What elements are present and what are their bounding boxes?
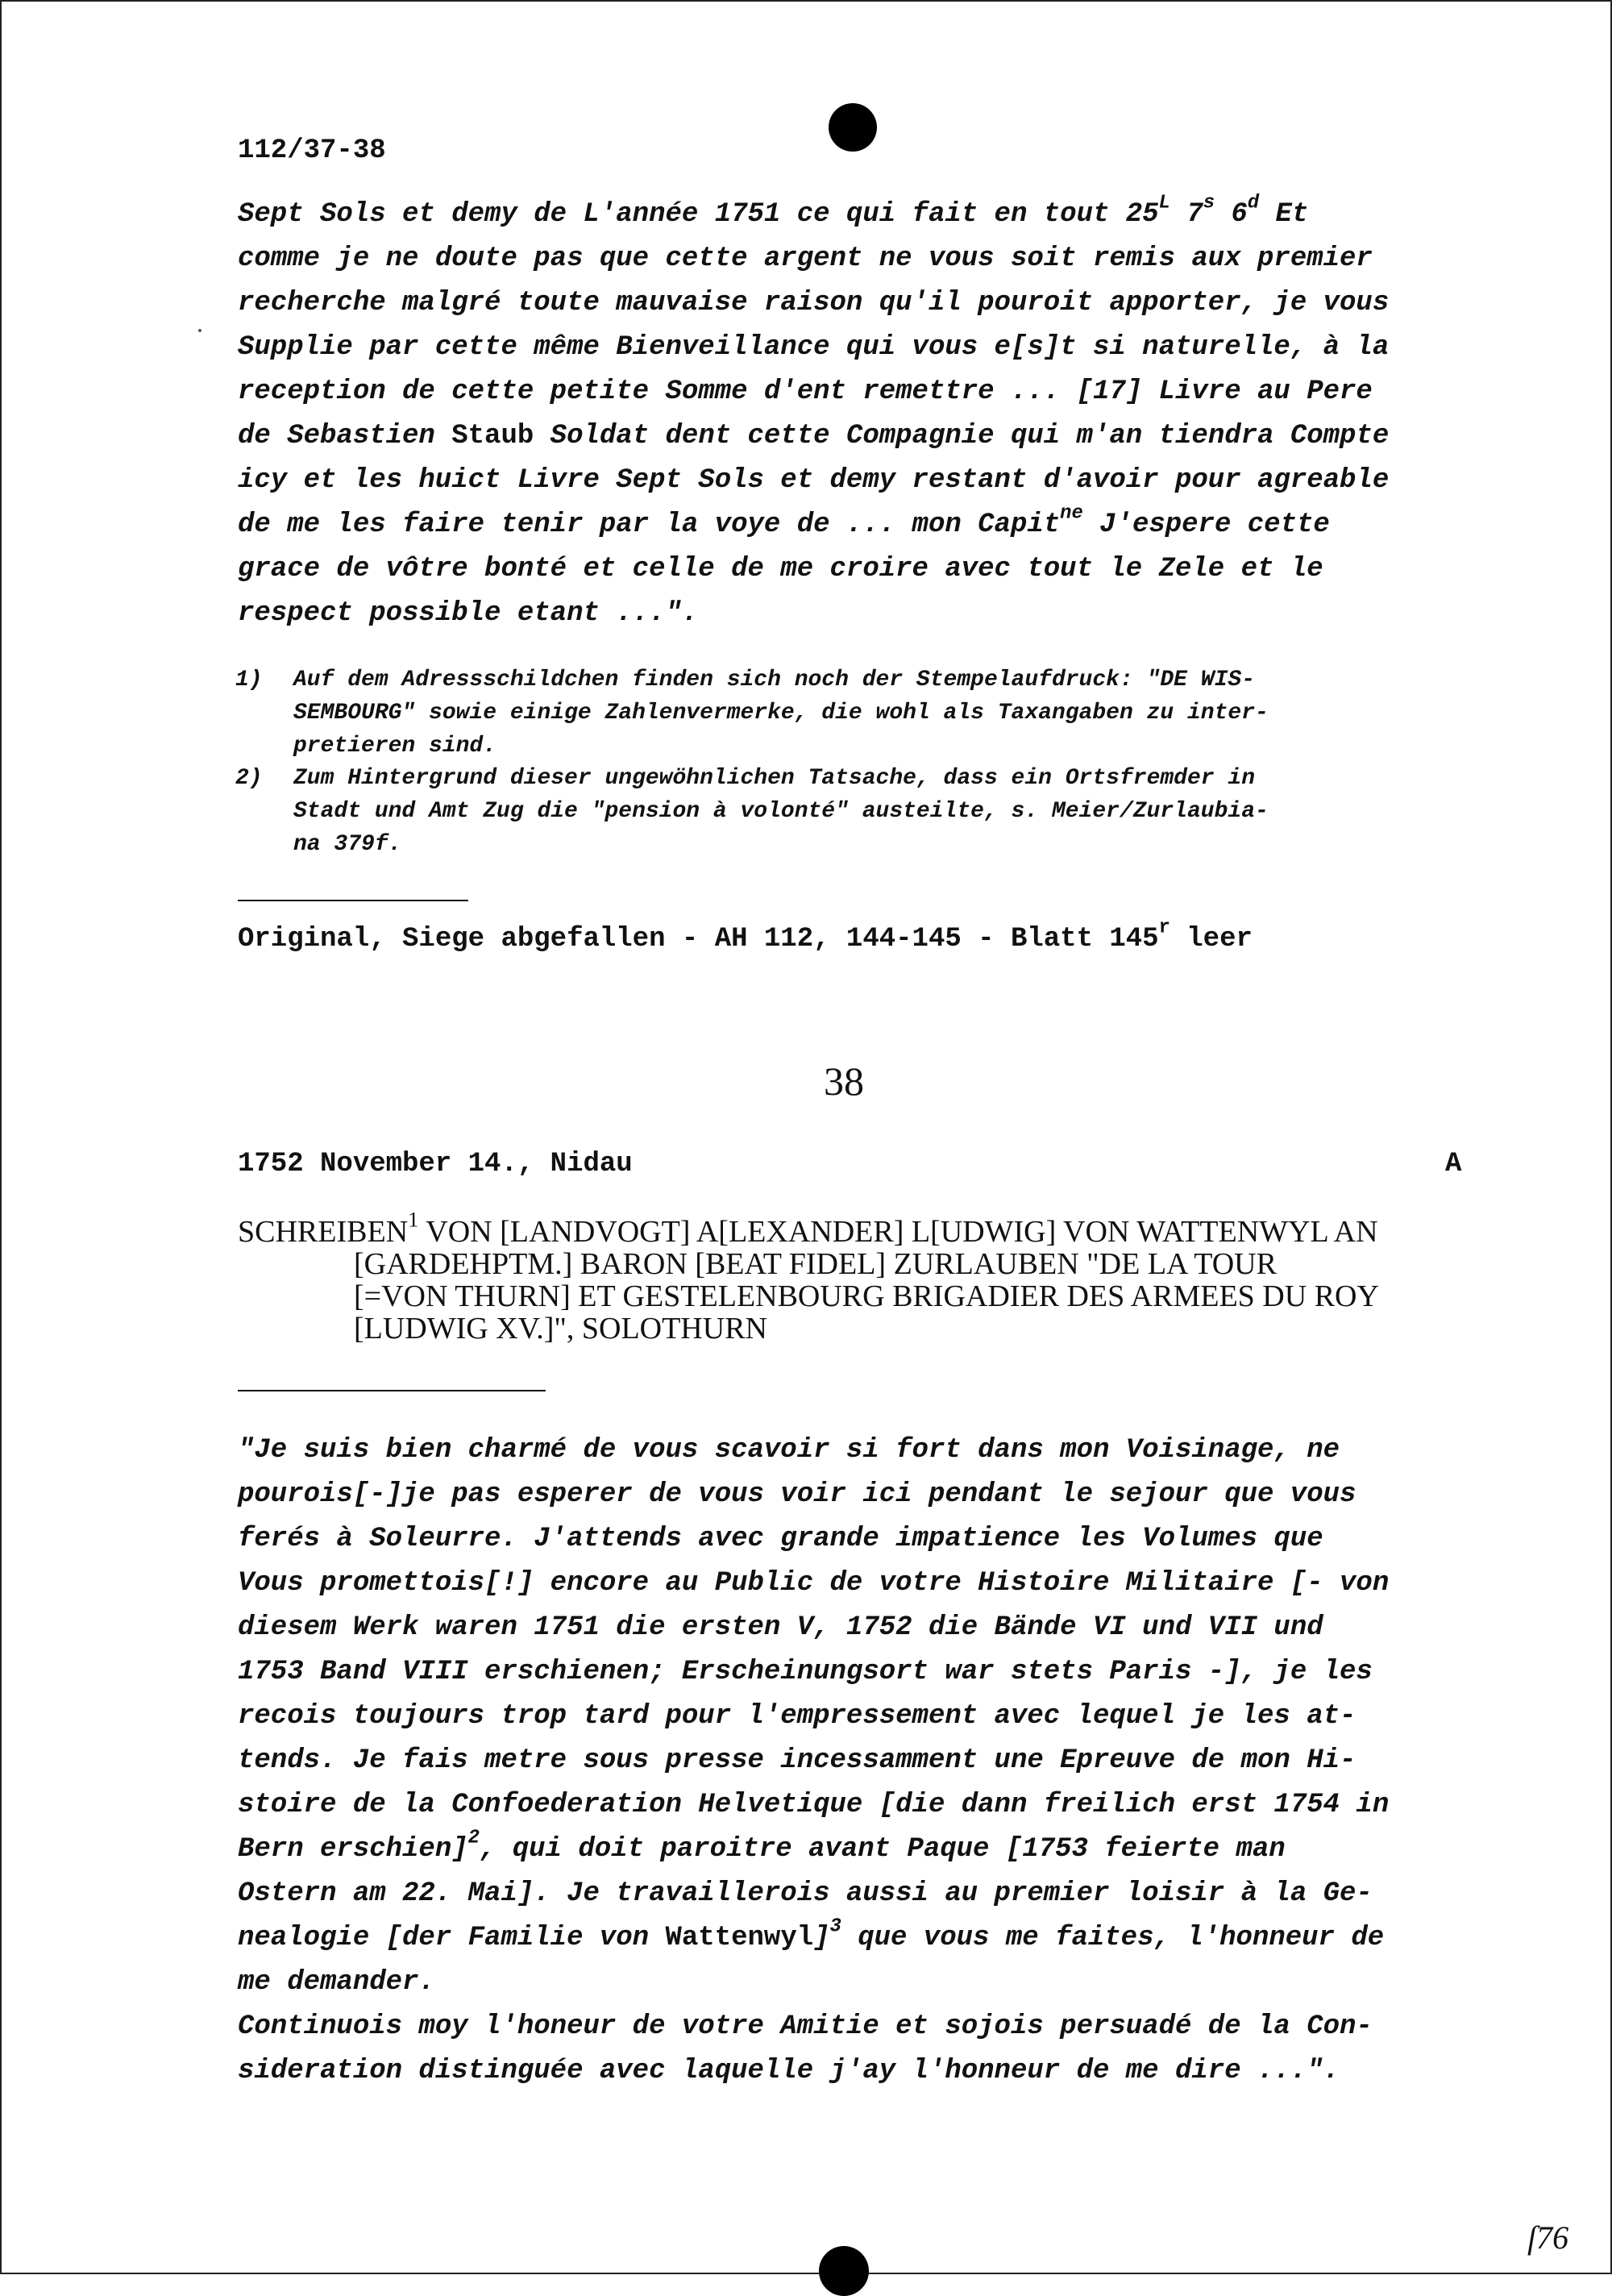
letter-line-11: Ostern am 22. Mai]. Je travaillerois aussi au premier loisir à la Ge-: [238, 1878, 1373, 1909]
letter-line-13: me demander.: [238, 1967, 435, 1998]
letter-line-7: recois toujours trop tard pour l'empressement avec lequel je les at-: [238, 1701, 1356, 1732]
entry-letter-code: A: [1445, 1149, 1462, 1179]
punch-hole-top: [829, 103, 877, 152]
speck: [198, 329, 202, 332]
separator-rule-1: [238, 900, 468, 901]
entry-title-line-4: [LUDWIG XV.]", SOLOTHURN: [354, 1312, 767, 1346]
footnote-2-marker: 2): [235, 766, 263, 791]
entry-title-line-1: SCHREIBEN$^1$ VON [LANDVOGT] A[LEXANDER] L[UDWIG] VON WATTENWYL AN: [238, 1207, 1378, 1249]
punch-hole-bottom: [819, 2246, 869, 2296]
footnote-1-line-3: pretieren sind.: [293, 734, 497, 759]
footnote-1-marker: 1): [235, 668, 263, 693]
letter-line-8: tends. Je fais metre sous presse incessamment une Epreuve de mon Hi-: [238, 1745, 1356, 1776]
letter-line-1: "Je suis bien charmé de vous scavoir si fort dans mon Voisinage, ne: [238, 1435, 1340, 1466]
letter-line-14: Continuois moy l'honeur de votre Amitie et sojois persuadé de la Con-: [238, 2011, 1373, 2042]
letter-line-10: Bern erschien]$^2$, qui doit paroitre avant Paque [1753 feierte man: [238, 1827, 1286, 1865]
prev-letter-line-4: Supplie par cette même Bienveillance qui vous e[s]t si naturelle, à la: [238, 332, 1390, 363]
source-note: Original, Siege abgefallen - AH 112, 144-145 - Blatt 145$^r$ leer: [238, 917, 1253, 955]
prev-letter-line-2: comme je ne doute pas que cette argent ne vous soit remis aux premier: [238, 243, 1373, 274]
prev-letter-line-8: de me les faire tenir par la voye de ... mon Capit$^{ne}$ J'espere cette: [238, 502, 1330, 540]
prev-letter-line-5: reception de cette petite Somme d'ent remettre ... [17] Livre au Pere: [238, 376, 1373, 407]
name-staub: Staub: [451, 421, 534, 451]
letter-line-2: pourois[-]je pas esperer de vous voir ici pendant le sejour que vous: [238, 1479, 1356, 1510]
name-wattenwyl: Wattenwyl: [665, 1923, 814, 1953]
letter-line-12: nealogie [der Familie von Wattenwyl]$^3$ que vous me faites, l'honneur de: [238, 1915, 1385, 1953]
prev-letter-line-9: grace de vôtre bonté et celle de me croire avec tout le Zele et le: [238, 554, 1323, 584]
letter-line-5: diesem Werk waren 1751 die ersten V, 1752 die Bände VI und VII und: [238, 1612, 1323, 1643]
page-reference: 112/37-38: [238, 135, 386, 166]
prev-letter-line-10: respect possible etant ...".: [238, 598, 699, 629]
prev-letter-line-7: icy et les huict Livre Sept Sols et demy restant d'avoir pour agreable: [238, 465, 1390, 496]
entry-date-place: 1752 November 14., Nidau: [238, 1149, 633, 1179]
letter-line-15: sideration distinguée avec laquelle j'ay l'honneur de me dire ...".: [238, 2056, 1340, 2086]
entry-number: 38: [824, 1059, 864, 1104]
footnote-1-line-2: SEMBOURG" sowie einige Zahlenvermerke, die wohl als Taxangaben zu inter-: [293, 701, 1269, 726]
prev-letter-line-3: recherche malgré toute mauvaise raison qu'il pouroit apporter, je vous: [238, 288, 1390, 318]
letter-line-3: ferés à Soleurre. J'attends avec grande impatience les Volumes que: [238, 1524, 1323, 1554]
entry-title-line-2: [GARDEHPTM.] BARON [BEAT FIDEL] ZURLAUBEN "DE LA TOUR: [354, 1247, 1277, 1281]
footnote-1-line-1: Auf dem Adressschildchen finden sich noch der Stempelaufdruck: "DE WIS-: [293, 668, 1255, 693]
entry-title-line-3: [=VON THURN] ET GESTELENBOURG BRIGADIER DES ARMEES DU ROY: [354, 1279, 1379, 1313]
letter-line-9: stoire de la Confoederation Helvetique [die dann freilich erst 1754 in: [238, 1790, 1390, 1820]
handwritten-page-mark: ſ76: [1527, 2219, 1569, 2256]
prev-letter-line-1: Sept Sols et demy de L'année 1751 ce qui fait en tout $25^L$ 7$^s$ 6$^d$ Et: [238, 192, 1309, 230]
footnote-2-line-1: Zum Hintergrund dieser ungewöhnlichen Tatsache, dass ein Ortsfremder in: [293, 766, 1255, 791]
letter-line-4: Vous promettois[!] encore au Public de votre Histoire Militaire [- von: [238, 1568, 1390, 1599]
prev-letter-line-6: de Sebastien Staub Soldat dent cette Compagnie qui m'an tiendra Compte: [238, 421, 1390, 451]
letter-line-6: 1753 Band VIII erschienen; Erscheinungsort war stets Paris -], je les: [238, 1657, 1373, 1687]
separator-rule-2: [238, 1390, 546, 1391]
footnote-2-line-3: na 379f.: [293, 832, 402, 857]
footnote-2-line-2: Stadt und Amt Zug die "pension à volonté" austeilte, s. Meier/Zurlaubia-: [293, 799, 1269, 824]
